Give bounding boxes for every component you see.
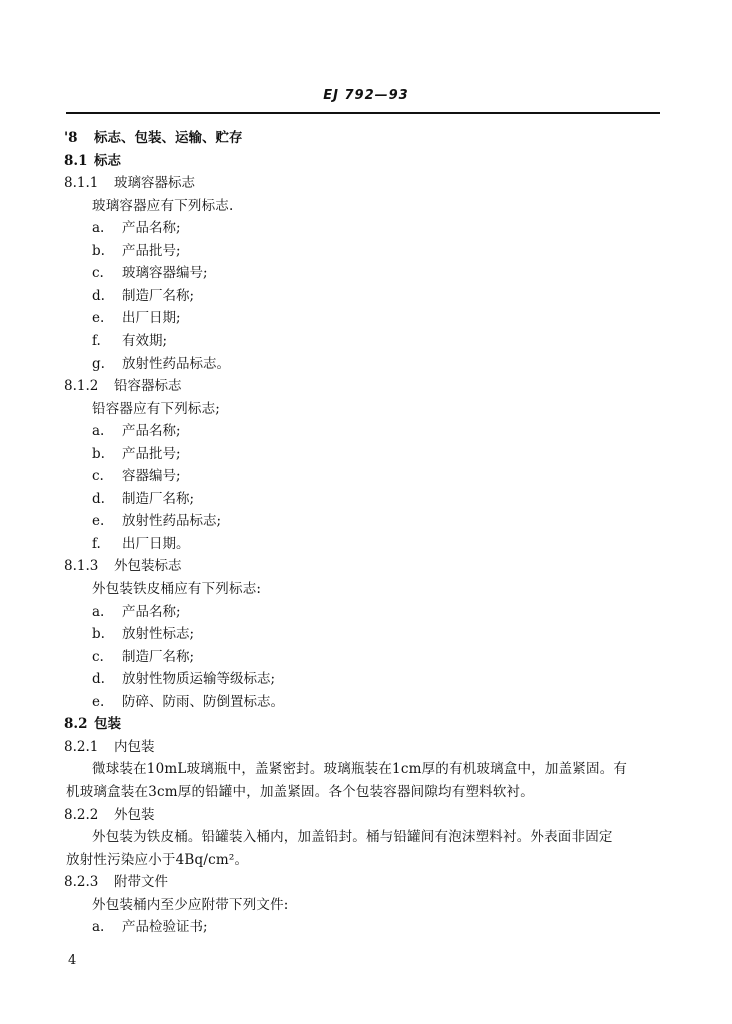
line-text: 放射性药品标志; bbox=[122, 513, 222, 530]
item-number: 8.2.1 bbox=[64, 738, 99, 755]
line-text: 产品名称; bbox=[122, 423, 181, 440]
line-text: 机玻璃盒装在3cm厚的铅罐中，加盖紧固。各个包装容器间隙均有塑料软衬。 bbox=[66, 783, 534, 800]
line-text: 制造厂名称; bbox=[122, 287, 195, 304]
item-number: 8.1.3 bbox=[64, 558, 99, 575]
line-text: 铅容器标志 bbox=[114, 378, 182, 395]
line-text: 外包装铁皮桶应有下列标志: bbox=[92, 581, 262, 597]
item-number: c. bbox=[92, 265, 104, 282]
document-code: EJ 792—93 bbox=[323, 88, 409, 103]
line-text: 产品名称; bbox=[122, 220, 181, 237]
item-number: a. bbox=[92, 919, 105, 936]
page-number: 4 bbox=[68, 953, 77, 968]
line-text: 包装 bbox=[94, 716, 121, 733]
line-text: 产品名称; bbox=[122, 603, 181, 620]
item-number: 8.2.3 bbox=[64, 874, 99, 891]
line-text: 附带文件 bbox=[114, 874, 168, 891]
line-text: 外包装标志 bbox=[114, 558, 182, 575]
line-text: 有效期; bbox=[122, 332, 168, 349]
line-text: 微球装在10mL玻璃瓶中，盖紧密封。玻璃瓶装在1cm厚的有机玻璃盒中，加盖紧固。有 bbox=[92, 761, 628, 778]
line-text: 外包装 bbox=[114, 806, 155, 823]
line-text: 防碎、防雨、防倒置标志。 bbox=[122, 693, 284, 710]
item-number: d. bbox=[92, 287, 105, 304]
item-number: b. bbox=[92, 626, 105, 643]
line-text: 容器编号; bbox=[122, 468, 181, 485]
item-number: a. bbox=[92, 220, 105, 237]
item-number: 8.1 bbox=[64, 152, 88, 169]
item-number: 8.2 bbox=[64, 716, 88, 733]
line-text: 外包装桶内至少应附带下列文件: bbox=[92, 896, 289, 913]
item-number: f. bbox=[92, 332, 101, 349]
item-number: e. bbox=[92, 310, 105, 327]
line-text: 产品批号; bbox=[122, 445, 181, 462]
line-text: 标志、包装、运输、贮存 bbox=[94, 130, 243, 146]
line-text: 制造厂名称; bbox=[122, 648, 195, 665]
item-number: e. bbox=[92, 693, 105, 710]
item-number: a. bbox=[92, 423, 105, 440]
item-number: b. bbox=[92, 242, 105, 259]
line-text: 放射性标志; bbox=[122, 626, 195, 643]
line-text: 放射性药品标志。 bbox=[122, 355, 230, 372]
item-number: d. bbox=[92, 490, 105, 507]
item-number: c. bbox=[92, 648, 104, 665]
item-number: 8.2.2 bbox=[64, 806, 99, 823]
line-text: 放射性污染应小于4Bq/cm²。 bbox=[66, 851, 249, 868]
line-text: 玻璃容器应有下列标志. bbox=[92, 197, 234, 214]
line-text: 出厂日期; bbox=[122, 310, 181, 327]
line-text: 出厂日期。 bbox=[122, 535, 190, 552]
item-number: 8.1.2 bbox=[64, 378, 99, 395]
line-text: 铅容器应有下列标志; bbox=[92, 400, 221, 417]
item-number: e. bbox=[92, 513, 105, 530]
item-number: b. bbox=[92, 445, 105, 462]
line-text: 外包装为铁皮桶。铅罐装入桶内，加盖铅封。桶与铅罐间有泡沫塑料衬。外表面非固定 bbox=[92, 829, 613, 846]
item-number: d. bbox=[92, 671, 105, 688]
item-number: f. bbox=[92, 535, 101, 552]
line-text: 玻璃容器标志 bbox=[114, 175, 195, 192]
line-text: 内包装 bbox=[114, 738, 155, 755]
line-text: 标志 bbox=[94, 152, 121, 169]
line-text: 玻璃容器编号; bbox=[122, 265, 208, 282]
line-text: 产品检验证书; bbox=[122, 919, 208, 936]
item-number: 8.1.1 bbox=[64, 175, 99, 192]
line-text: 制造厂名称; bbox=[122, 490, 195, 507]
line-text: 放射性物质运输等级标志; bbox=[122, 671, 276, 688]
header-rule bbox=[66, 112, 660, 114]
item-number: '8 bbox=[64, 130, 78, 146]
item-number: g. bbox=[92, 355, 105, 372]
item-number: a. bbox=[92, 603, 105, 620]
item-number: c. bbox=[92, 468, 104, 485]
line-text: 产品批号; bbox=[122, 242, 181, 259]
